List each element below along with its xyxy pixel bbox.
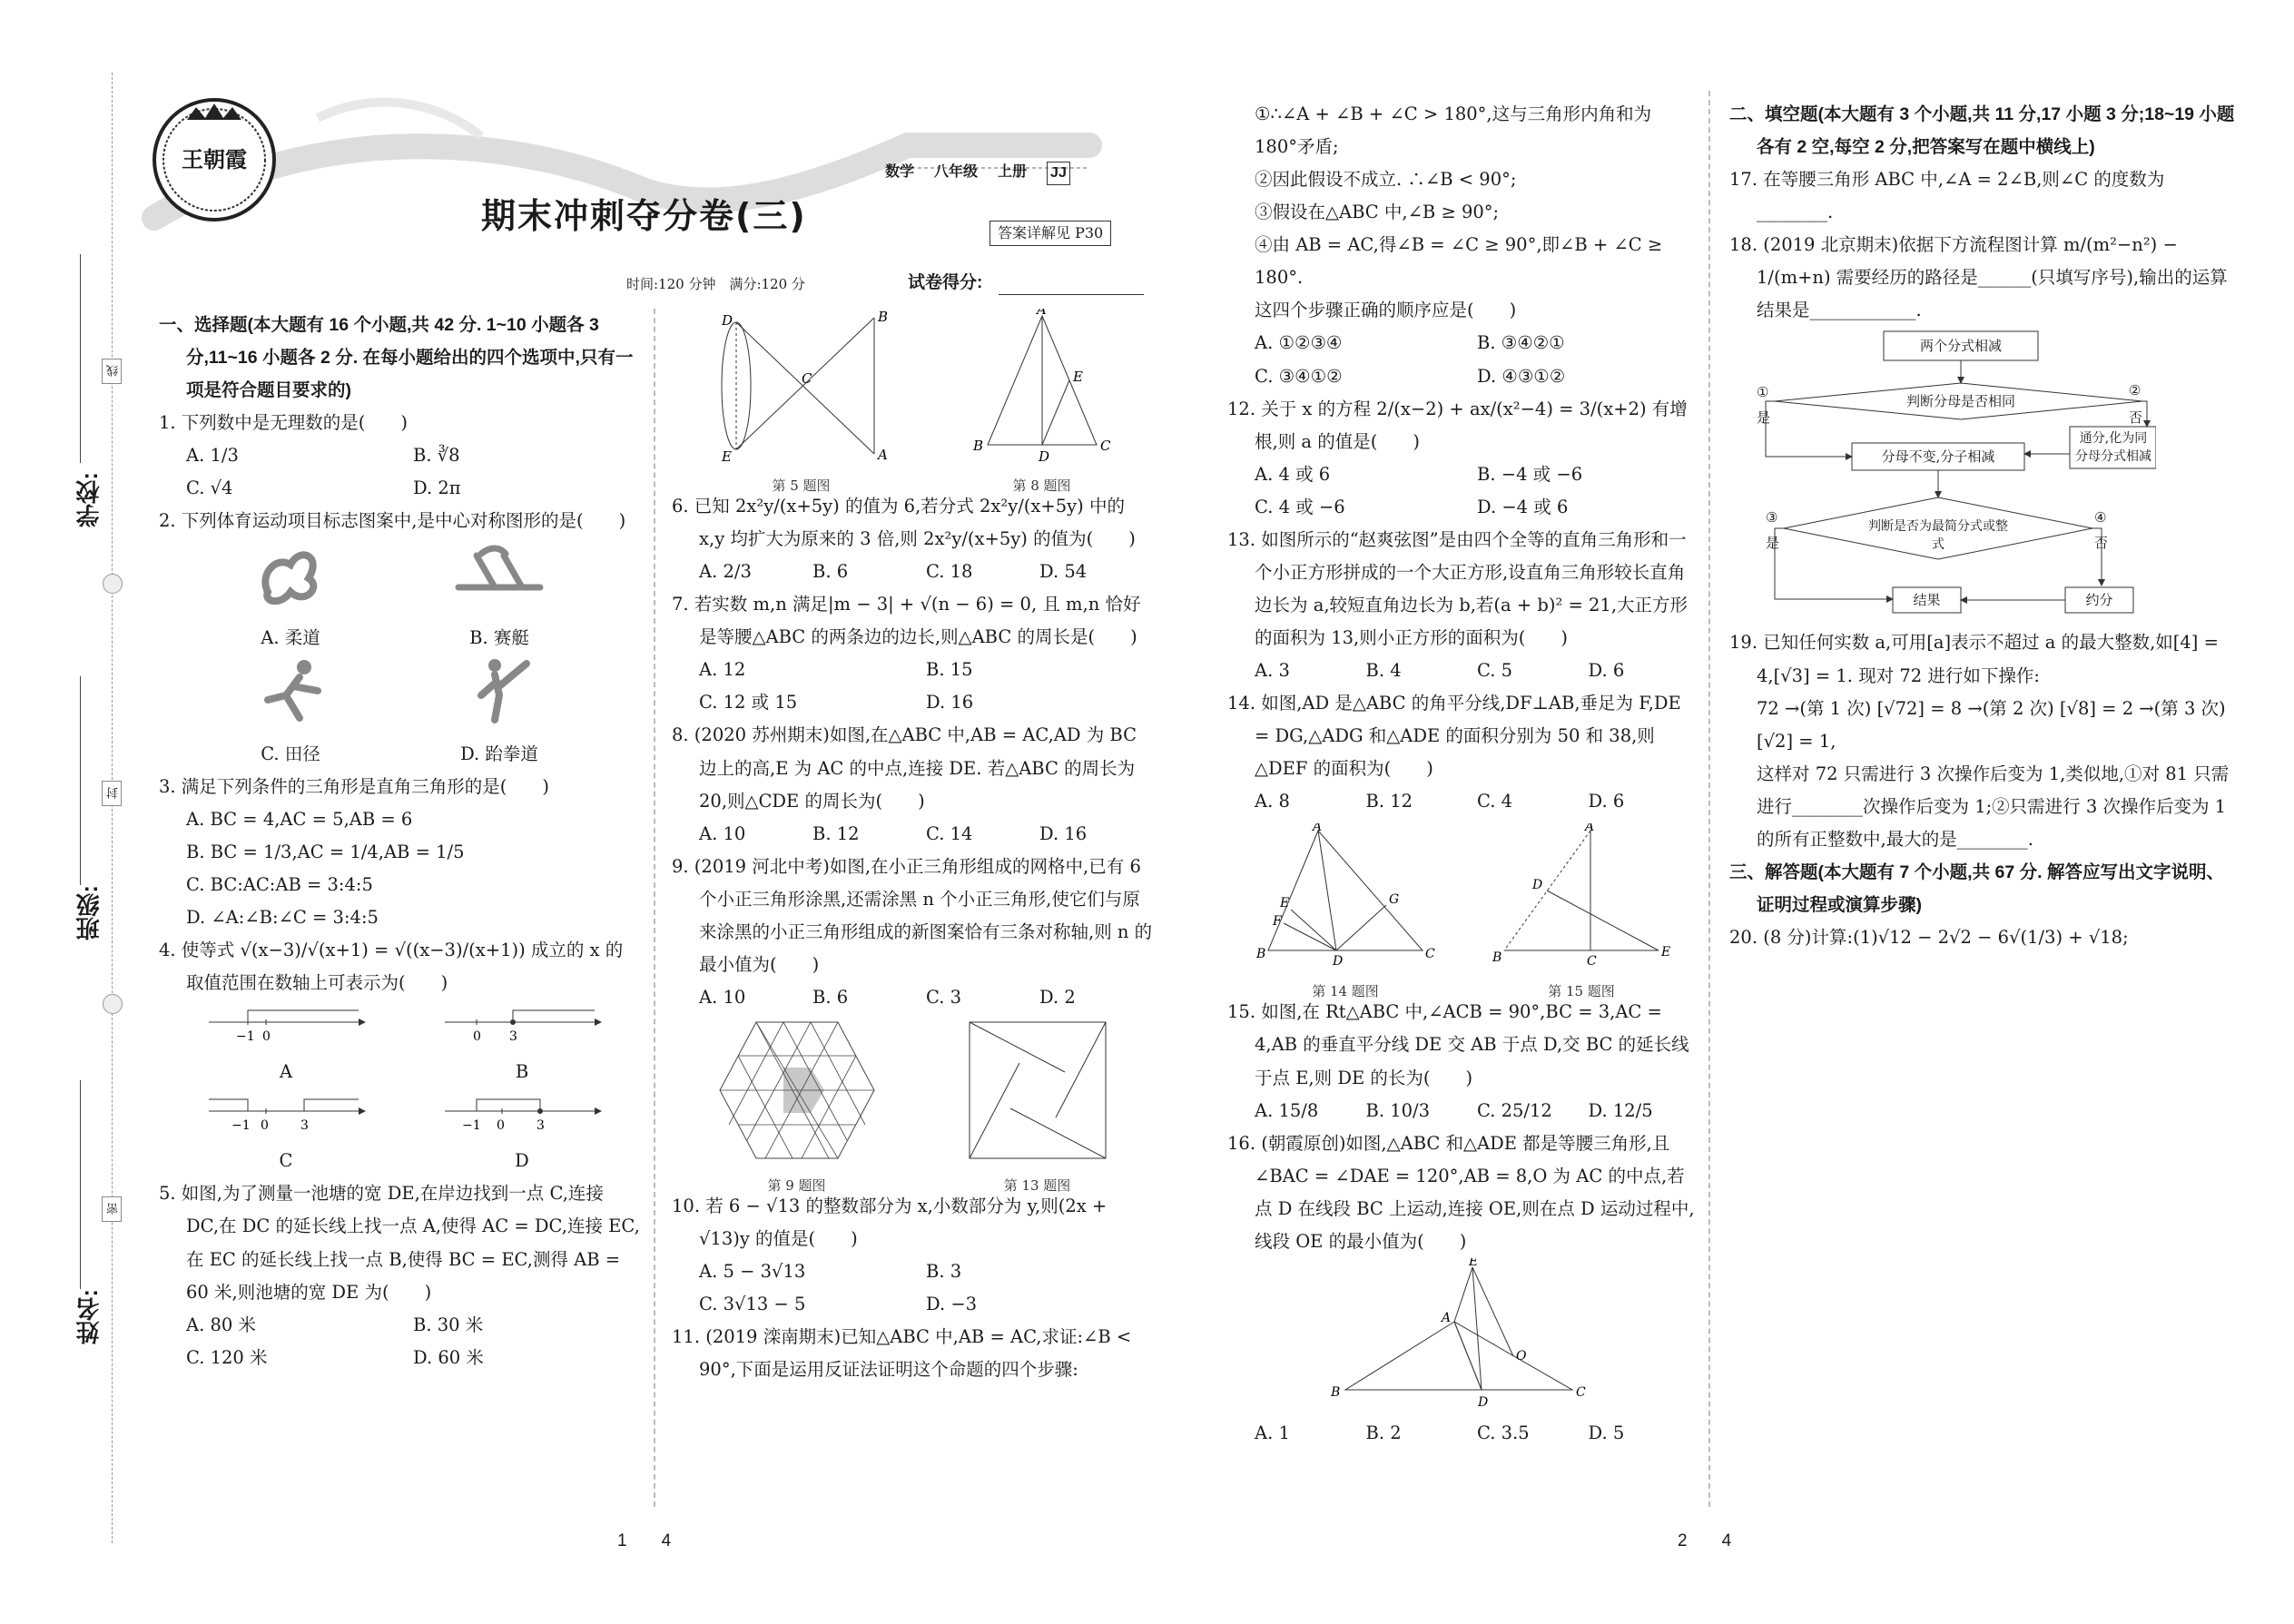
option[interactable]: B. ③④②① [1477, 332, 1565, 354]
question-5: 5. 如图,为了测量一池塘的宽 DE,在岸边找到一点 C,连接 DC,在 DC 的延长线上找一点 A,使得 AC = DC,连接 EC,在 EC 的延长线上找一点 B,使得 BC = EC,测得 AB = 60 米,则池塘的宽 DE 为( ) [159, 1183, 640, 1303]
question-6: 6. 已知 2x²y/(x+5y) 的值为 6,若分式 2x²y/(x+5y) 中的 x,y 均扩大为原来的 3 倍,则 2x²y/(x+5y) 的值为( ) [672, 496, 1136, 550]
svg-text:E: E [1072, 369, 1083, 385]
question-11: 11. (2019 滦南期末)已知△ABC 中,AB = AC,求证:∠B < 90°,下面是运用反证法证明这个命题的四个步骤: [672, 1326, 1132, 1381]
option[interactable]: A. 1 [1255, 1422, 1290, 1443]
option[interactable]: A. ①②③④ [1255, 332, 1343, 354]
option[interactable]: C. 5 [1477, 660, 1513, 682]
option[interactable]: D. 60 米 [413, 1346, 484, 1368]
option[interactable]: D. 2 [1039, 986, 1076, 1008]
question-7: 7. 若实数 m,n 满足|m − 3| + √(n − 6) = 0, 且 m,n 恰好是等腰△ABC 的两条边的边长,则△ABC 的周长是( ) [672, 594, 1141, 648]
column-3 [1227, 98, 1699, 1450]
q3-options [186, 803, 640, 934]
zhaoshuang-diagram [965, 1018, 1110, 1163]
tag-edition: JJ [1047, 162, 1070, 185]
option[interactable]: B. 6 [812, 986, 849, 1008]
q19-chain: 72 →(第 1 次) [√72] = 8 →(第 2 次) [√8] = 2 →(第 3 次) [√2] = 1, [1757, 697, 2226, 752]
option[interactable]: D. ④③①② [1477, 365, 1566, 387]
figure-8 [970, 309, 1115, 495]
logo [153, 98, 276, 221]
svg-text:C: C [801, 370, 812, 387]
svg-text:C: C [1099, 438, 1110, 454]
option[interactable]: C. ③④①② [1255, 365, 1343, 387]
flow-step-2: ② [2129, 382, 2141, 399]
score-label: 试卷得分: [908, 273, 983, 292]
option[interactable]: B. BC = 1/3,AC = 1/4,AB = 1/5 [186, 841, 465, 862]
logo-text: 王朝霞 [182, 146, 247, 172]
option-track[interactable] [186, 655, 395, 771]
svg-text:B: B [1256, 947, 1266, 962]
figure-15 [1491, 823, 1672, 1000]
question-3: 3. 满足下列条件的三角形是直角三角形的是( ) [159, 775, 550, 797]
class-field[interactable] [80, 676, 81, 885]
seal-mark-line: 线 [102, 359, 122, 384]
svg-text:D: D [1532, 878, 1543, 893]
flow-judge-1: 判断分母是否相同 [1905, 393, 2015, 410]
svg-text:F: F [1273, 914, 1282, 930]
section-2-heading: 二、填空题(本大题有 3 个小题,共 11 分,17 小题 3 分;18~19 小题各有 2 空,每空 2 分,把答案写在题中横线上) [1729, 104, 2235, 158]
option[interactable]: B. 12 [812, 822, 860, 844]
option[interactable]: A. 15/8 [1255, 1099, 1319, 1121]
option[interactable]: D. 6 [1588, 791, 1625, 812]
school-label: 学校: [75, 472, 103, 527]
option-label: B [515, 1061, 529, 1083]
flow-same-denominator: 分母不变,分子相减 [1881, 448, 1995, 466]
question-12: 12. 关于 x 的方程 2/(x−2) + ax/(x²−4) = 3/(x+2) 有增根,则 a 的值是( ) [1227, 398, 1688, 452]
flow-common-denominator: 通分,化为同分母分式相减 [2075, 431, 2151, 465]
exam-info: 时间:120 分钟 满分:120 分 [626, 276, 805, 292]
q6-options [699, 556, 1153, 588]
taekwondo-icon [458, 655, 540, 727]
option[interactable]: C. 120 米 [186, 1346, 268, 1368]
section-1-heading: 一、选择题(本大题有 16 个小题,共 42 分. 1~10 小题各 3 分,11~16 小题各 2 分. 在每小题给出的四个选项中,只有一项是符合题目要求的) [159, 315, 634, 401]
caption: 第 9 题图 [767, 1177, 826, 1195]
school-field[interactable] [80, 254, 81, 463]
q15-options [1255, 1095, 1699, 1127]
svg-text:C: C [1425, 947, 1435, 962]
triangle-diagram [970, 309, 1115, 463]
number-line [204, 1088, 368, 1134]
option[interactable]: B. 3 [926, 1261, 962, 1283]
page-number: 2 4 [1678, 1531, 1732, 1550]
flow-yes-1: 是 [1757, 409, 1771, 427]
svg-text:E: E [1661, 945, 1671, 960]
column-1 [159, 309, 640, 1374]
option-rowing[interactable] [395, 537, 604, 654]
flow-step-3: ③ [1766, 509, 1778, 527]
option[interactable]: A. 5 − 3√13 [699, 1261, 806, 1283]
question-15: 15. 如图,在 Rt△ABC 中,∠ACB = 90°,BC = 3,AC = 4,AB 的垂直平分线 DE 交 AB 于点 D,交 BC 的延长线于点 E,则 DE 的长为( ) [1227, 1001, 1689, 1088]
option[interactable]: C. 3.5 [1477, 1422, 1530, 1443]
column-2 [672, 309, 1153, 1386]
right-triangle-diagram [1491, 823, 1672, 969]
step-4: ④由 AB = AC,得∠B = ∠C ≥ 90°,即∠B + ∠C ≥ 180°. [1255, 234, 1663, 289]
question-16: 16. (朝霞原创)如图,△ABC 和△ADE 都是等腰三角形,且∠BAC = ∠DAE = 120°,AB = 8,O 为 AC 的中点,若点 D 在线段 BC 上运动,连接 OE,则在点 D 运动过程中,线段 OE 的最小值为( ) [1227, 1132, 1695, 1252]
class-label: 班级: [75, 885, 103, 940]
flow-judge-2: 判断是否为最简分式或整式 [1868, 519, 2008, 553]
flow-reduce: 约分 [2085, 592, 2113, 609]
question-14: 14. 如图,AD 是△ABC 的角平分线,DF⊥AB,垂足为 F,DE = DG,△ADG 和△ADE 的面积分别为 50 和 38,则△DEF 的面积为( ) [1227, 693, 1681, 780]
option[interactable]: C. 4 [1477, 791, 1513, 812]
seal-mark-seal: 封 [102, 781, 122, 806]
flow-start: 两个分式相减 [1919, 338, 2002, 355]
option[interactable]: A. 10 [699, 986, 746, 1008]
option[interactable]: D. −3 [926, 1294, 978, 1315]
option[interactable]: D. 54 [1039, 561, 1088, 583]
pond-diagram [711, 309, 892, 463]
svg-text:C: C [1576, 1384, 1586, 1400]
q9-q13-figures [672, 1018, 1153, 1195]
q11-options [1255, 327, 1699, 392]
column-4 [1729, 98, 2238, 954]
option[interactable]: A. 3 [1255, 660, 1290, 682]
q5-options [186, 1309, 640, 1374]
tag-volume: 上册 [998, 164, 1028, 180]
figure-13 [965, 1018, 1110, 1195]
step-1: ①∴∠A + ∠B + ∠C > 180°,这与三角形内角和为 180°矛盾; [1255, 103, 1652, 158]
option[interactable]: C. √4 [186, 477, 233, 499]
figure-16 [1227, 1258, 1699, 1417]
track-icon [250, 655, 331, 727]
option[interactable]: C. BC:AC:AB = 3:4:5 [186, 873, 373, 895]
option-label: D [515, 1150, 529, 1172]
binding-line [112, 73, 113, 1543]
option[interactable]: A. 10 [699, 822, 746, 844]
isosceles-diagram [1327, 1258, 1600, 1412]
option[interactable]: A. 4 或 6 [1255, 463, 1331, 485]
svg-text:B: B [877, 309, 888, 325]
judo-icon [250, 537, 331, 610]
svg-text:A: A [1036, 309, 1047, 318]
seal-mark-secret: 密 [102, 1196, 122, 1222]
step-3: ③假设在△ABC 中,∠B ≥ 90°; [1255, 202, 1500, 223]
triangle-grid [715, 1018, 879, 1163]
svg-text:E: E [1469, 1257, 1479, 1269]
svg-text:A: A [1313, 823, 1323, 835]
flow-no-2: 否 [2129, 409, 2143, 427]
q10-options [699, 1255, 1153, 1321]
option-taekwondo[interactable] [395, 655, 604, 771]
svg-text:D: D [1038, 448, 1049, 463]
flow-step-1: ① [1757, 384, 1769, 401]
flow-result: 结果 [1913, 592, 1941, 609]
svg-text:C: C [1587, 954, 1597, 969]
page-number: 1 4 [617, 1531, 672, 1550]
step-2: ②因此假设不成立. ∴∠B < 90°; [1255, 169, 1517, 191]
svg-text:A: A [1442, 1310, 1452, 1325]
svg-text:E: E [721, 448, 732, 463]
option-label: C. 田径 [261, 743, 320, 764]
q16-options [1255, 1417, 1699, 1450]
svg-text:3: 3 [300, 1118, 309, 1134]
caption: 第 14 题图 [1312, 983, 1379, 1000]
option-label: D. 跆拳道 [460, 743, 538, 764]
option[interactable]: B. 12 [1365, 791, 1413, 812]
svg-text:E: E [1280, 896, 1290, 911]
question-9: 9. (2019 河北中考)如图,在小正三角形组成的网格中,已有 6 个小正三角形涂黑,还需涂黑 n 个小正三角形,使它们与原来涂黑的小正三角形组成的新图案恰有三条对称轴,则 n 的最小值为( ) [672, 855, 1153, 975]
name-field[interactable] [80, 1080, 81, 1289]
svg-text:B: B [1331, 1384, 1341, 1400]
caption: 第 5 题图 [772, 477, 831, 495]
svg-text:O: O [1516, 1348, 1527, 1363]
option-d[interactable] [404, 1088, 640, 1177]
q7-options [699, 654, 1153, 719]
option-c[interactable] [168, 1088, 404, 1177]
option[interactable]: B. 30 米 [413, 1314, 484, 1335]
question-1: 1. 下列数中是无理数的是( ) [159, 412, 409, 434]
question-13: 13. 如图所示的“赵爽弦图”是由四个全等的直角三角形和一个小正方形拼成的一个大正方形,设直角三角形较长直角边长为 a,较短直角边长为 b,若(a + b)² = 21,大正方形的面积为 13,则小正方形的面积为( ) [1227, 528, 1689, 648]
figure-14 [1255, 823, 1436, 1000]
option[interactable]: B. 10/3 [1365, 1099, 1431, 1121]
figure-5 [711, 309, 892, 495]
option[interactable]: D. ∠A:∠B:∠C = 3:4:5 [186, 906, 379, 928]
option-judo[interactable] [186, 537, 395, 654]
q8-options [699, 818, 1153, 851]
number-line [440, 999, 604, 1045]
flow-step-4: ④ [2094, 509, 2107, 527]
name-label: 姓名: [75, 1289, 103, 1344]
number-line [204, 999, 368, 1045]
svg-text:3: 3 [537, 1118, 545, 1134]
subject-tags [885, 162, 1070, 185]
option[interactable]: A. 12 [699, 659, 746, 681]
option-label: B. 赛艇 [469, 626, 529, 648]
section-3-heading: 三、解答题(本大题有 7 个小题,共 67 分. 解答应写出文字说明、证明过程或演算步骤) [1729, 861, 2224, 915]
option-b[interactable] [404, 999, 640, 1088]
option[interactable]: D. 6 [1588, 660, 1625, 682]
question-2: 2. 下列体育运动项目标志图案中,是中心对称图形的是( ) [159, 510, 626, 532]
question-18: 18. (2019 北京期末)依据下方流程图计算 m/(m²−n²) − 1/(m+n) 需要经历的路径是______(只填写序号),输出的运算结果是____________. [1729, 234, 2228, 321]
option[interactable]: B. 4 [1365, 660, 1402, 682]
option[interactable]: C. 25/12 [1477, 1099, 1552, 1121]
option[interactable]: D. 5 [1588, 1422, 1625, 1443]
option[interactable]: A. BC = 4,AC = 5,AB = 6 [186, 808, 413, 830]
option[interactable]: D. 16 [926, 692, 974, 714]
option[interactable]: C. 3 [926, 986, 962, 1008]
option-label: A [279, 1061, 293, 1083]
option[interactable]: A. 1/3 [186, 445, 239, 467]
tag-grade: 八年级 [934, 164, 979, 180]
caption: 第 15 题图 [1548, 983, 1615, 1000]
step-order: 这四个步骤正确的顺序应是( ) [1255, 300, 1517, 321]
svg-text:D: D [1333, 954, 1344, 969]
q19-rest: 这样对 72 只需进行 3 次操作后变为 1,类似地,①对 81 只需进行________次操作后变为 1;②只需进行 3 次操作后变为 1 的所有正整数中,最大的是________. [1757, 763, 2230, 850]
svg-text:B: B [972, 438, 983, 454]
svg-text:A: A [1585, 823, 1595, 835]
question-17: 17. 在等腰三角形 ABC 中,∠A = 2∠B,则∠C 的度数为________. [1729, 169, 2165, 223]
option[interactable]: C. 14 [926, 822, 973, 844]
svg-text:G: G [1389, 892, 1400, 908]
flow-no-4: 否 [2094, 535, 2109, 552]
tag-subject: 数学 [885, 164, 915, 180]
answer-ref-box: 答案详解见 P30 [989, 221, 1111, 246]
q2-figures [186, 537, 604, 770]
option[interactable]: B. 2 [1365, 1422, 1402, 1443]
q13-options [1255, 655, 1699, 687]
rowing-icon [449, 537, 549, 610]
column-divider [1708, 91, 1710, 1507]
svg-text:D: D [1478, 1394, 1489, 1410]
caption: 第 8 题图 [1012, 477, 1071, 495]
q9-options [699, 981, 1153, 1014]
option[interactable]: D. 16 [1039, 822, 1088, 844]
flowchart [1757, 327, 2238, 626]
option[interactable]: C. 12 或 15 [699, 692, 798, 714]
q14-q15-figures [1227, 823, 1699, 1000]
option[interactable]: D. −4 或 6 [1477, 496, 1569, 517]
svg-text:A: A [877, 447, 888, 463]
option[interactable]: C. 3√13 − 5 [699, 1294, 806, 1315]
option[interactable]: B. −4 或 −6 [1477, 463, 1583, 485]
svg-text:D: D [721, 312, 733, 329]
option-label: C [279, 1150, 293, 1172]
binding-hole [103, 574, 123, 594]
question-20: 20. (8 分)计算:(1)√12 − 2√2 − 6√(1/3) + √18; [1729, 927, 2129, 948]
option[interactable]: B. ∛8 [413, 445, 460, 467]
q12-options [1255, 458, 1699, 524]
option[interactable]: A. 8 [1255, 791, 1290, 812]
option[interactable]: D. 12/5 [1588, 1099, 1653, 1121]
svg-text:0: 0 [261, 1118, 269, 1134]
q4-number-lines [168, 999, 640, 1177]
q14-options [1255, 785, 1699, 818]
number-line [440, 1088, 604, 1134]
question-10: 10. 若 6 − √13 的整数部分为 x,小数部分为 y,则(2x + √13)y 的值是( ) [672, 1196, 1108, 1250]
option[interactable]: B. 6 [812, 561, 849, 583]
svg-text:B: B [1492, 950, 1502, 966]
score-field[interactable] [999, 294, 1144, 295]
option[interactable]: A. 2/3 [699, 561, 752, 583]
column-divider [654, 309, 655, 1507]
question-4: 4. 使等式 √(x−3)/√(x+1) = √((x−3)/(x+1)) 成立的 x 的取值范围在数轴上可表示为( ) [159, 940, 624, 994]
binding-hole [103, 994, 123, 1014]
figure-9 [715, 1018, 879, 1195]
q5-q8-figures [672, 309, 1153, 495]
option[interactable]: A. 80 米 [186, 1314, 256, 1335]
question-8: 8. (2020 苏州期末)如图,在△ABC 中,AB = AC,AD 为 BC 边上的高,E 为 AC 的中点,连接 DE. 若△ABC 的周长为 20,则△CDE 的周长为( ) [672, 724, 1137, 812]
flowchart-lines [1757, 327, 2156, 626]
svg-text:−1: −1 [231, 1118, 251, 1134]
question-19: 19. 已知任何实数 a,可用[a]表示不超过 a 的最大整数,如[4] = 4,[√3] = 1. 现对 72 进行如下操作: [1729, 632, 2219, 686]
page-title: 期末冲刺夺分卷(三) [481, 196, 807, 236]
option-a[interactable] [168, 999, 404, 1088]
svg-text:0: 0 [262, 1029, 271, 1045]
option[interactable]: C. 18 [926, 561, 973, 583]
q1-options [186, 439, 640, 505]
option[interactable]: C. 4 或 −6 [1255, 496, 1345, 517]
caption: 第 13 题图 [1003, 1177, 1071, 1195]
svg-text:3: 3 [509, 1029, 517, 1045]
option[interactable]: D. 2π [413, 477, 461, 499]
svg-text:−1: −1 [236, 1029, 255, 1045]
option-label: A. 柔道 [261, 626, 320, 648]
angle-bisector-diagram [1255, 823, 1436, 969]
flow-yes-3: 是 [1766, 535, 1780, 552]
svg-text:−1: −1 [462, 1118, 481, 1134]
option[interactable]: B. 15 [926, 659, 973, 681]
answer-ref [989, 216, 1111, 249]
svg-text:0: 0 [497, 1118, 505, 1134]
svg-text:0: 0 [473, 1029, 481, 1045]
